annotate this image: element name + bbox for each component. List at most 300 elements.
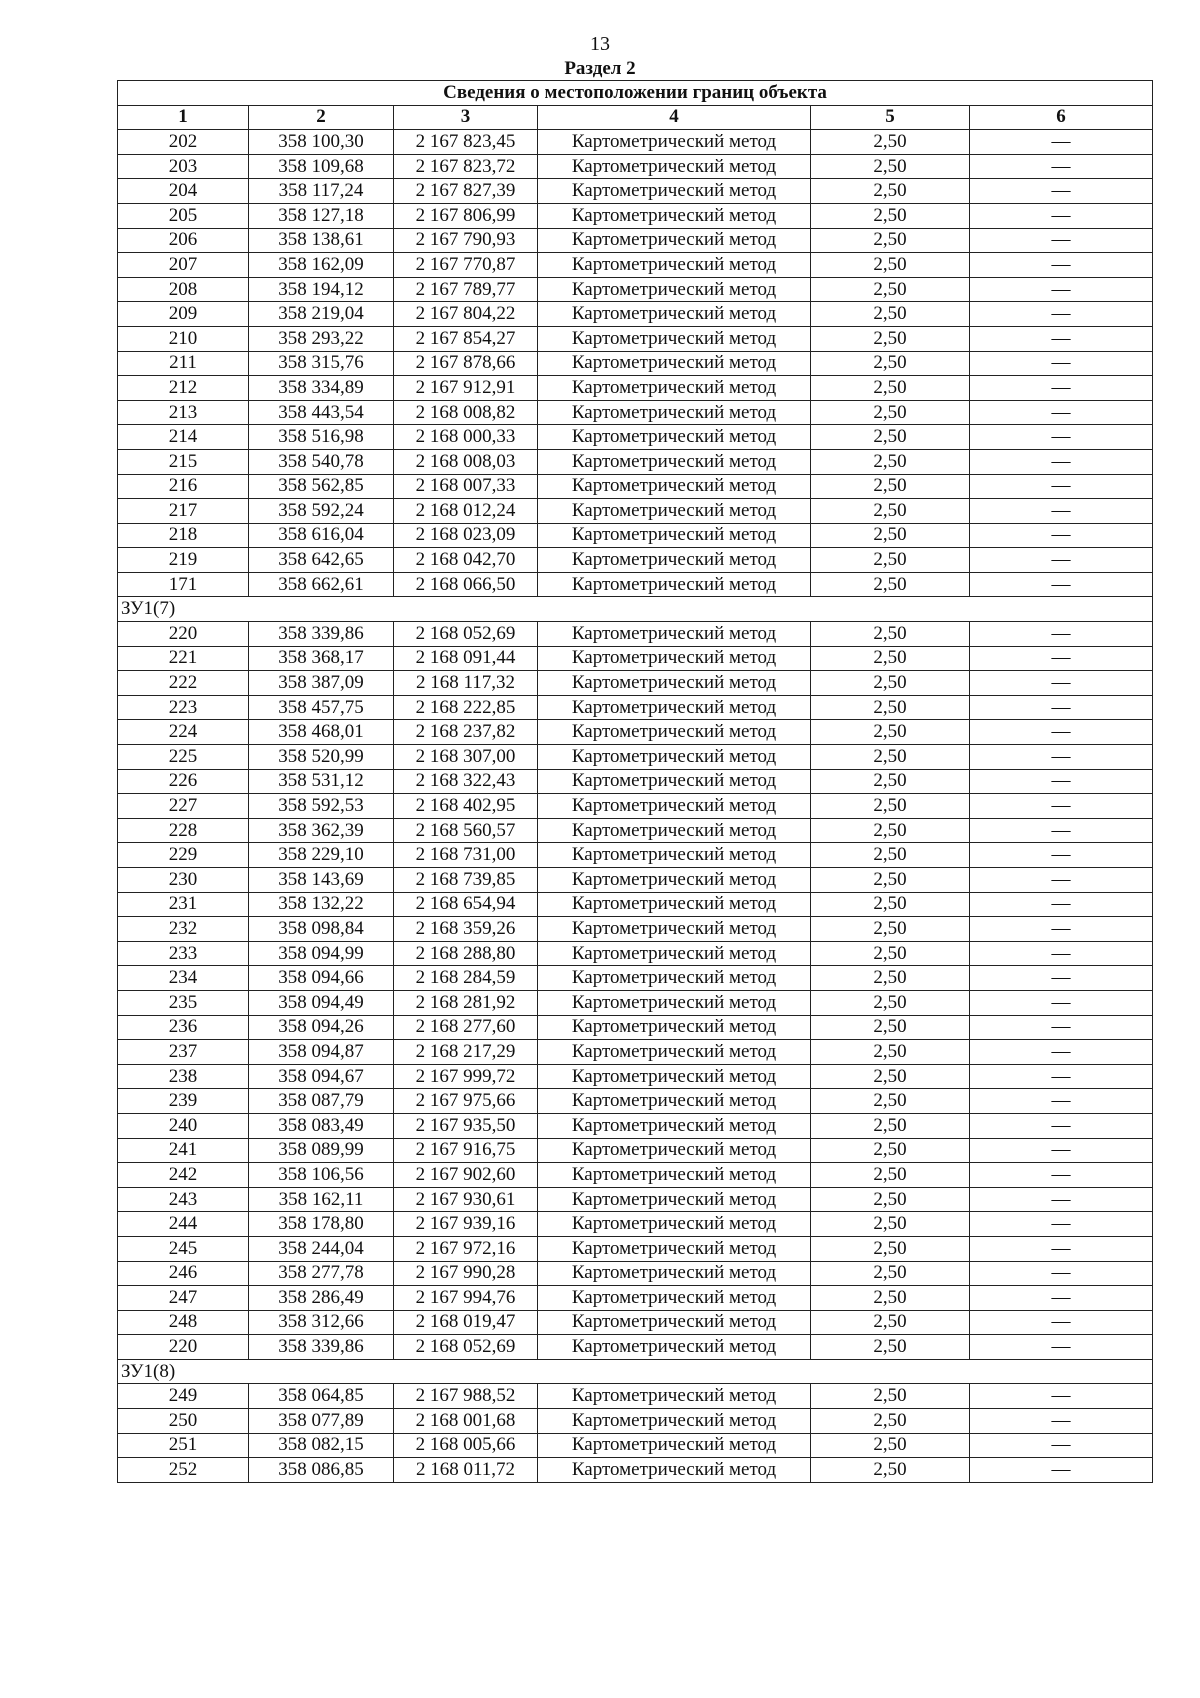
accuracy-cell: 2,50 [811,130,970,155]
x-coordinate-cell: 358 194,12 [249,277,394,302]
accuracy-cell: 2,50 [811,868,970,893]
description-cell: — [970,990,1153,1015]
table-row [118,818,1153,843]
description-cell: — [970,1433,1153,1458]
table-row [118,1458,1153,1483]
x-coordinate-cell: 358 468,01 [249,720,394,745]
column-header: 1 [118,105,249,130]
method-cell: Картометрический метод [538,474,811,499]
description-cell: — [970,892,1153,917]
description-cell: — [970,720,1153,745]
y-coordinate-cell: 2 168 117,32 [394,671,538,696]
method-cell: Картометрический метод [538,1015,811,1040]
y-coordinate-cell: 2 168 237,82 [394,720,538,745]
x-coordinate-cell: 358 106,56 [249,1163,394,1188]
point-number-cell: 208 [118,277,249,302]
accuracy-cell: 2,50 [811,966,970,991]
accuracy-cell: 2,50 [811,1187,970,1212]
x-coordinate-cell: 358 520,99 [249,745,394,770]
method-cell: Картометрический метод [538,130,811,155]
point-number-cell: 243 [118,1187,249,1212]
accuracy-cell: 2,50 [811,769,970,794]
table-row [118,499,1153,524]
y-coordinate-cell: 2 167 790,93 [394,228,538,253]
y-coordinate-cell: 2 168 307,00 [394,745,538,770]
method-cell: Картометрический метод [538,1384,811,1409]
accuracy-cell: 2,50 [811,523,970,548]
table-row [118,1015,1153,1040]
x-coordinate-cell: 358 143,69 [249,868,394,893]
accuracy-cell: 2,50 [811,646,970,671]
description-cell: — [970,966,1153,991]
accuracy-cell: 2,50 [811,572,970,597]
accuracy-cell: 2,50 [811,228,970,253]
table-row [118,622,1153,647]
description-cell: — [970,228,1153,253]
y-coordinate-cell: 2 168 091,44 [394,646,538,671]
description-cell: — [970,1089,1153,1114]
point-number-cell: 220 [118,1335,249,1360]
table-row [118,449,1153,474]
point-number-cell: 249 [118,1384,249,1409]
point-number-cell: 250 [118,1409,249,1434]
x-coordinate-cell: 358 098,84 [249,917,394,942]
point-number-cell: 233 [118,941,249,966]
description-cell: — [970,1310,1153,1335]
y-coordinate-cell: 2 168 007,33 [394,474,538,499]
y-coordinate-cell: 2 167 916,75 [394,1138,538,1163]
table-row [118,695,1153,720]
description-cell: — [970,1458,1153,1483]
table-caption-row [118,81,1153,106]
method-cell: Картометрический метод [538,179,811,204]
description-cell: — [970,1212,1153,1237]
method-cell: Картометрический метод [538,892,811,917]
accuracy-cell: 2,50 [811,253,970,278]
point-number-cell: 225 [118,745,249,770]
table-row [118,892,1153,917]
table-row [118,572,1153,597]
y-coordinate-cell: 2 167 878,66 [394,351,538,376]
x-coordinate-cell: 358 244,04 [249,1236,394,1261]
accuracy-cell: 2,50 [811,154,970,179]
point-number-cell: 212 [118,376,249,401]
column-header: 6 [970,105,1153,130]
method-cell: Картометрический метод [538,843,811,868]
table-row [118,843,1153,868]
accuracy-cell: 2,50 [811,203,970,228]
description-cell: — [970,253,1153,278]
description-cell: — [970,794,1153,819]
x-coordinate-cell: 358 616,04 [249,523,394,548]
description-cell: — [970,769,1153,794]
table-row [118,376,1153,401]
accuracy-cell: 2,50 [811,376,970,401]
method-cell: Картометрический метод [538,548,811,573]
accuracy-cell: 2,50 [811,1236,970,1261]
table-row [118,966,1153,991]
y-coordinate-cell: 2 167 988,52 [394,1384,538,1409]
point-number-cell: 214 [118,425,249,450]
y-coordinate-cell: 2 168 052,69 [394,1335,538,1360]
accuracy-cell: 2,50 [811,499,970,524]
table-row [118,302,1153,327]
x-coordinate-cell: 358 592,53 [249,794,394,819]
accuracy-cell: 2,50 [811,843,970,868]
table-row [118,179,1153,204]
y-coordinate-cell: 2 168 739,85 [394,868,538,893]
method-cell: Картометрический метод [538,1310,811,1335]
y-coordinate-cell: 2 167 827,39 [394,179,538,204]
table-row [118,253,1153,278]
y-coordinate-cell: 2 168 052,69 [394,622,538,647]
accuracy-cell: 2,50 [811,695,970,720]
table-row [118,228,1153,253]
y-coordinate-cell: 2 168 012,24 [394,499,538,524]
method-cell: Картометрический метод [538,818,811,843]
description-cell: — [970,1015,1153,1040]
x-coordinate-cell: 358 064,85 [249,1384,394,1409]
y-coordinate-cell: 2 167 912,91 [394,376,538,401]
x-coordinate-cell: 358 178,80 [249,1212,394,1237]
table-row [118,1040,1153,1065]
x-coordinate-cell: 358 531,12 [249,769,394,794]
x-coordinate-cell: 358 086,85 [249,1458,394,1483]
description-cell: — [970,1138,1153,1163]
table-row [118,794,1153,819]
method-cell: Картометрический метод [538,326,811,351]
accuracy-cell: 2,50 [811,277,970,302]
method-cell: Картометрический метод [538,917,811,942]
description-cell: — [970,523,1153,548]
method-cell: Картометрический метод [538,990,811,1015]
description-cell: — [970,868,1153,893]
y-coordinate-cell: 2 167 823,72 [394,154,538,179]
x-coordinate-cell: 358 094,66 [249,966,394,991]
method-cell: Картометрический метод [538,1236,811,1261]
table-row [118,548,1153,573]
x-coordinate-cell: 358 094,87 [249,1040,394,1065]
description-cell: — [970,917,1153,942]
point-number-cell: 245 [118,1236,249,1261]
description-cell: — [970,326,1153,351]
section-title: Раздел 2 [564,58,636,79]
description-cell: — [970,449,1153,474]
accuracy-cell: 2,50 [811,1335,970,1360]
accuracy-cell: 2,50 [811,892,970,917]
method-cell: Картометрический метод [538,646,811,671]
x-coordinate-cell: 358 089,99 [249,1138,394,1163]
table-row [118,1113,1153,1138]
method-cell: Картометрический метод [538,671,811,696]
description-cell: — [970,130,1153,155]
point-number-cell: 232 [118,917,249,942]
x-coordinate-cell: 358 083,49 [249,1113,394,1138]
x-coordinate-cell: 358 339,86 [249,1335,394,1360]
x-coordinate-cell: 358 312,66 [249,1310,394,1335]
method-cell: Картометрический метод [538,1335,811,1360]
x-coordinate-cell: 358 082,15 [249,1433,394,1458]
table-row [118,351,1153,376]
description-cell: — [970,1409,1153,1434]
x-coordinate-cell: 358 642,65 [249,548,394,573]
y-coordinate-cell: 2 168 042,70 [394,548,538,573]
x-coordinate-cell: 358 592,24 [249,499,394,524]
y-coordinate-cell: 2 167 990,28 [394,1261,538,1286]
table-row [118,1384,1153,1409]
description-cell: — [970,818,1153,843]
accuracy-cell: 2,50 [811,818,970,843]
description-cell: — [970,941,1153,966]
point-number-cell: 207 [118,253,249,278]
description-cell: — [970,548,1153,573]
y-coordinate-cell: 2 168 402,95 [394,794,538,819]
x-coordinate-cell: 358 334,89 [249,376,394,401]
description-cell: — [970,474,1153,499]
accuracy-cell: 2,50 [811,1286,970,1311]
column-header: 5 [811,105,970,130]
method-cell: Картометрический метод [538,1409,811,1434]
x-coordinate-cell: 358 132,22 [249,892,394,917]
x-coordinate-cell: 358 562,85 [249,474,394,499]
y-coordinate-cell: 2 168 000,33 [394,425,538,450]
y-coordinate-cell: 2 167 823,45 [394,130,538,155]
y-coordinate-cell: 2 167 994,76 [394,1286,538,1311]
description-cell: — [970,622,1153,647]
description-cell: — [970,203,1153,228]
table-row [118,1433,1153,1458]
method-cell: Картометрический метод [538,868,811,893]
table-row [118,990,1153,1015]
description-cell: — [970,572,1153,597]
column-header: 4 [538,105,811,130]
y-coordinate-cell: 2 168 001,68 [394,1409,538,1434]
x-coordinate-cell: 358 094,49 [249,990,394,1015]
method-cell: Картометрический метод [538,1113,811,1138]
accuracy-cell: 2,50 [811,179,970,204]
table-row [118,917,1153,942]
accuracy-cell: 2,50 [811,1040,970,1065]
method-cell: Картометрический метод [538,302,811,327]
table-row [118,1261,1153,1286]
method-cell: Картометрический метод [538,1064,811,1089]
y-coordinate-cell: 2 167 930,61 [394,1187,538,1212]
x-coordinate-cell: 358 293,22 [249,326,394,351]
method-cell: Картометрический метод [538,1138,811,1163]
point-number-cell: 236 [118,1015,249,1040]
accuracy-cell: 2,50 [811,449,970,474]
point-number-cell: 247 [118,1286,249,1311]
point-number-cell: 206 [118,228,249,253]
y-coordinate-cell: 2 167 770,87 [394,253,538,278]
method-cell: Картометрический метод [538,1433,811,1458]
y-coordinate-cell: 2 168 019,47 [394,1310,538,1335]
point-number-cell: 210 [118,326,249,351]
method-cell: Картометрический метод [538,941,811,966]
group-header-row [118,1359,1153,1384]
y-coordinate-cell: 2 167 902,60 [394,1163,538,1188]
table-row [118,1310,1153,1335]
accuracy-cell: 2,50 [811,671,970,696]
description-cell: — [970,499,1153,524]
column-header: 2 [249,105,394,130]
table-row [118,1187,1153,1212]
table-row [118,130,1153,155]
x-coordinate-cell: 358 229,10 [249,843,394,868]
y-coordinate-cell: 2 168 277,60 [394,1015,538,1040]
y-coordinate-cell: 2 167 854,27 [394,326,538,351]
y-coordinate-cell: 2 167 804,22 [394,302,538,327]
point-number-cell: 223 [118,695,249,720]
y-coordinate-cell: 2 168 008,82 [394,400,538,425]
x-coordinate-cell: 358 662,61 [249,572,394,597]
point-number-cell: 227 [118,794,249,819]
method-cell: Картометрический метод [538,622,811,647]
description-cell: — [970,1286,1153,1311]
y-coordinate-cell: 2 168 023,09 [394,523,538,548]
y-coordinate-cell: 2 167 999,72 [394,1064,538,1089]
point-number-cell: 242 [118,1163,249,1188]
table-row [118,400,1153,425]
land-plot-group-label: ЗУ1(7) [118,597,1153,622]
point-number-cell: 221 [118,646,249,671]
table-row [118,1212,1153,1237]
accuracy-cell: 2,50 [811,990,970,1015]
point-number-cell: 237 [118,1040,249,1065]
point-number-cell: 220 [118,622,249,647]
description-cell: — [970,302,1153,327]
y-coordinate-cell: 2 167 975,66 [394,1089,538,1114]
method-cell: Картометрический метод [538,253,811,278]
table-row [118,671,1153,696]
description-cell: — [970,351,1153,376]
point-number-cell: 234 [118,966,249,991]
x-coordinate-cell: 358 219,04 [249,302,394,327]
method-cell: Картометрический метод [538,1286,811,1311]
table-row [118,1286,1153,1311]
description-cell: — [970,1236,1153,1261]
accuracy-cell: 2,50 [811,745,970,770]
accuracy-cell: 2,50 [811,351,970,376]
method-cell: Картометрический метод [538,745,811,770]
accuracy-cell: 2,50 [811,941,970,966]
method-cell: Картометрический метод [538,499,811,524]
description-cell: — [970,646,1153,671]
description-cell: — [970,425,1153,450]
table-row [118,326,1153,351]
table-row [118,1064,1153,1089]
point-number-cell: 209 [118,302,249,327]
y-coordinate-cell: 2 168 008,03 [394,449,538,474]
accuracy-cell: 2,50 [811,1384,970,1409]
point-number-cell: 171 [118,572,249,597]
point-number-cell: 216 [118,474,249,499]
x-coordinate-cell: 358 127,18 [249,203,394,228]
description-cell: — [970,1040,1153,1065]
method-cell: Картометрический метод [538,228,811,253]
method-cell: Картометрический метод [538,572,811,597]
x-coordinate-cell: 358 516,98 [249,425,394,450]
x-coordinate-cell: 358 387,09 [249,671,394,696]
accuracy-cell: 2,50 [811,474,970,499]
table-row [118,277,1153,302]
method-cell: Картометрический метод [538,351,811,376]
accuracy-cell: 2,50 [811,326,970,351]
y-coordinate-cell: 2 168 654,94 [394,892,538,917]
column-header-row [118,105,1153,130]
x-coordinate-cell: 358 162,09 [249,253,394,278]
method-cell: Картометрический метод [538,1261,811,1286]
accuracy-cell: 2,50 [811,1458,970,1483]
accuracy-cell: 2,50 [811,1433,970,1458]
method-cell: Картометрический метод [538,1163,811,1188]
description-cell: — [970,277,1153,302]
point-number-cell: 239 [118,1089,249,1114]
accuracy-cell: 2,50 [811,302,970,327]
accuracy-cell: 2,50 [811,400,970,425]
description-cell: — [970,1064,1153,1089]
point-number-cell: 228 [118,818,249,843]
point-number-cell: 219 [118,548,249,573]
method-cell: Картометрический метод [538,523,811,548]
accuracy-cell: 2,50 [811,1113,970,1138]
method-cell: Картометрический метод [538,154,811,179]
point-number-cell: 241 [118,1138,249,1163]
point-number-cell: 224 [118,720,249,745]
x-coordinate-cell: 358 087,79 [249,1089,394,1114]
x-coordinate-cell: 358 162,11 [249,1187,394,1212]
y-coordinate-cell: 2 168 288,80 [394,941,538,966]
x-coordinate-cell: 358 277,78 [249,1261,394,1286]
table-row [118,720,1153,745]
method-cell: Картометрический метод [538,1458,811,1483]
method-cell: Картометрический метод [538,769,811,794]
table-row [118,154,1153,179]
description-cell: — [970,1187,1153,1212]
x-coordinate-cell: 358 138,61 [249,228,394,253]
method-cell: Картометрический метод [538,1089,811,1114]
accuracy-cell: 2,50 [811,622,970,647]
y-coordinate-cell: 2 168 322,43 [394,769,538,794]
description-cell: — [970,843,1153,868]
table-row [118,523,1153,548]
point-number-cell: 252 [118,1458,249,1483]
accuracy-cell: 2,50 [811,548,970,573]
x-coordinate-cell: 358 094,99 [249,941,394,966]
point-number-cell: 205 [118,203,249,228]
method-cell: Картометрический метод [538,794,811,819]
point-number-cell: 215 [118,449,249,474]
table-row [118,745,1153,770]
x-coordinate-cell: 358 077,89 [249,1409,394,1434]
x-coordinate-cell: 358 117,24 [249,179,394,204]
table-row [118,1335,1153,1360]
table-row [118,941,1153,966]
table-row [118,474,1153,499]
point-number-cell: 226 [118,769,249,794]
method-cell: Картометрический метод [538,1187,811,1212]
method-cell: Картометрический метод [538,1212,811,1237]
x-coordinate-cell: 358 109,68 [249,154,394,179]
description-cell: — [970,695,1153,720]
x-coordinate-cell: 358 457,75 [249,695,394,720]
y-coordinate-cell: 2 167 935,50 [394,1113,538,1138]
description-cell: — [970,1113,1153,1138]
table-row [118,203,1153,228]
point-number-cell: 229 [118,843,249,868]
method-cell: Картометрический метод [538,203,811,228]
point-number-cell: 240 [118,1113,249,1138]
